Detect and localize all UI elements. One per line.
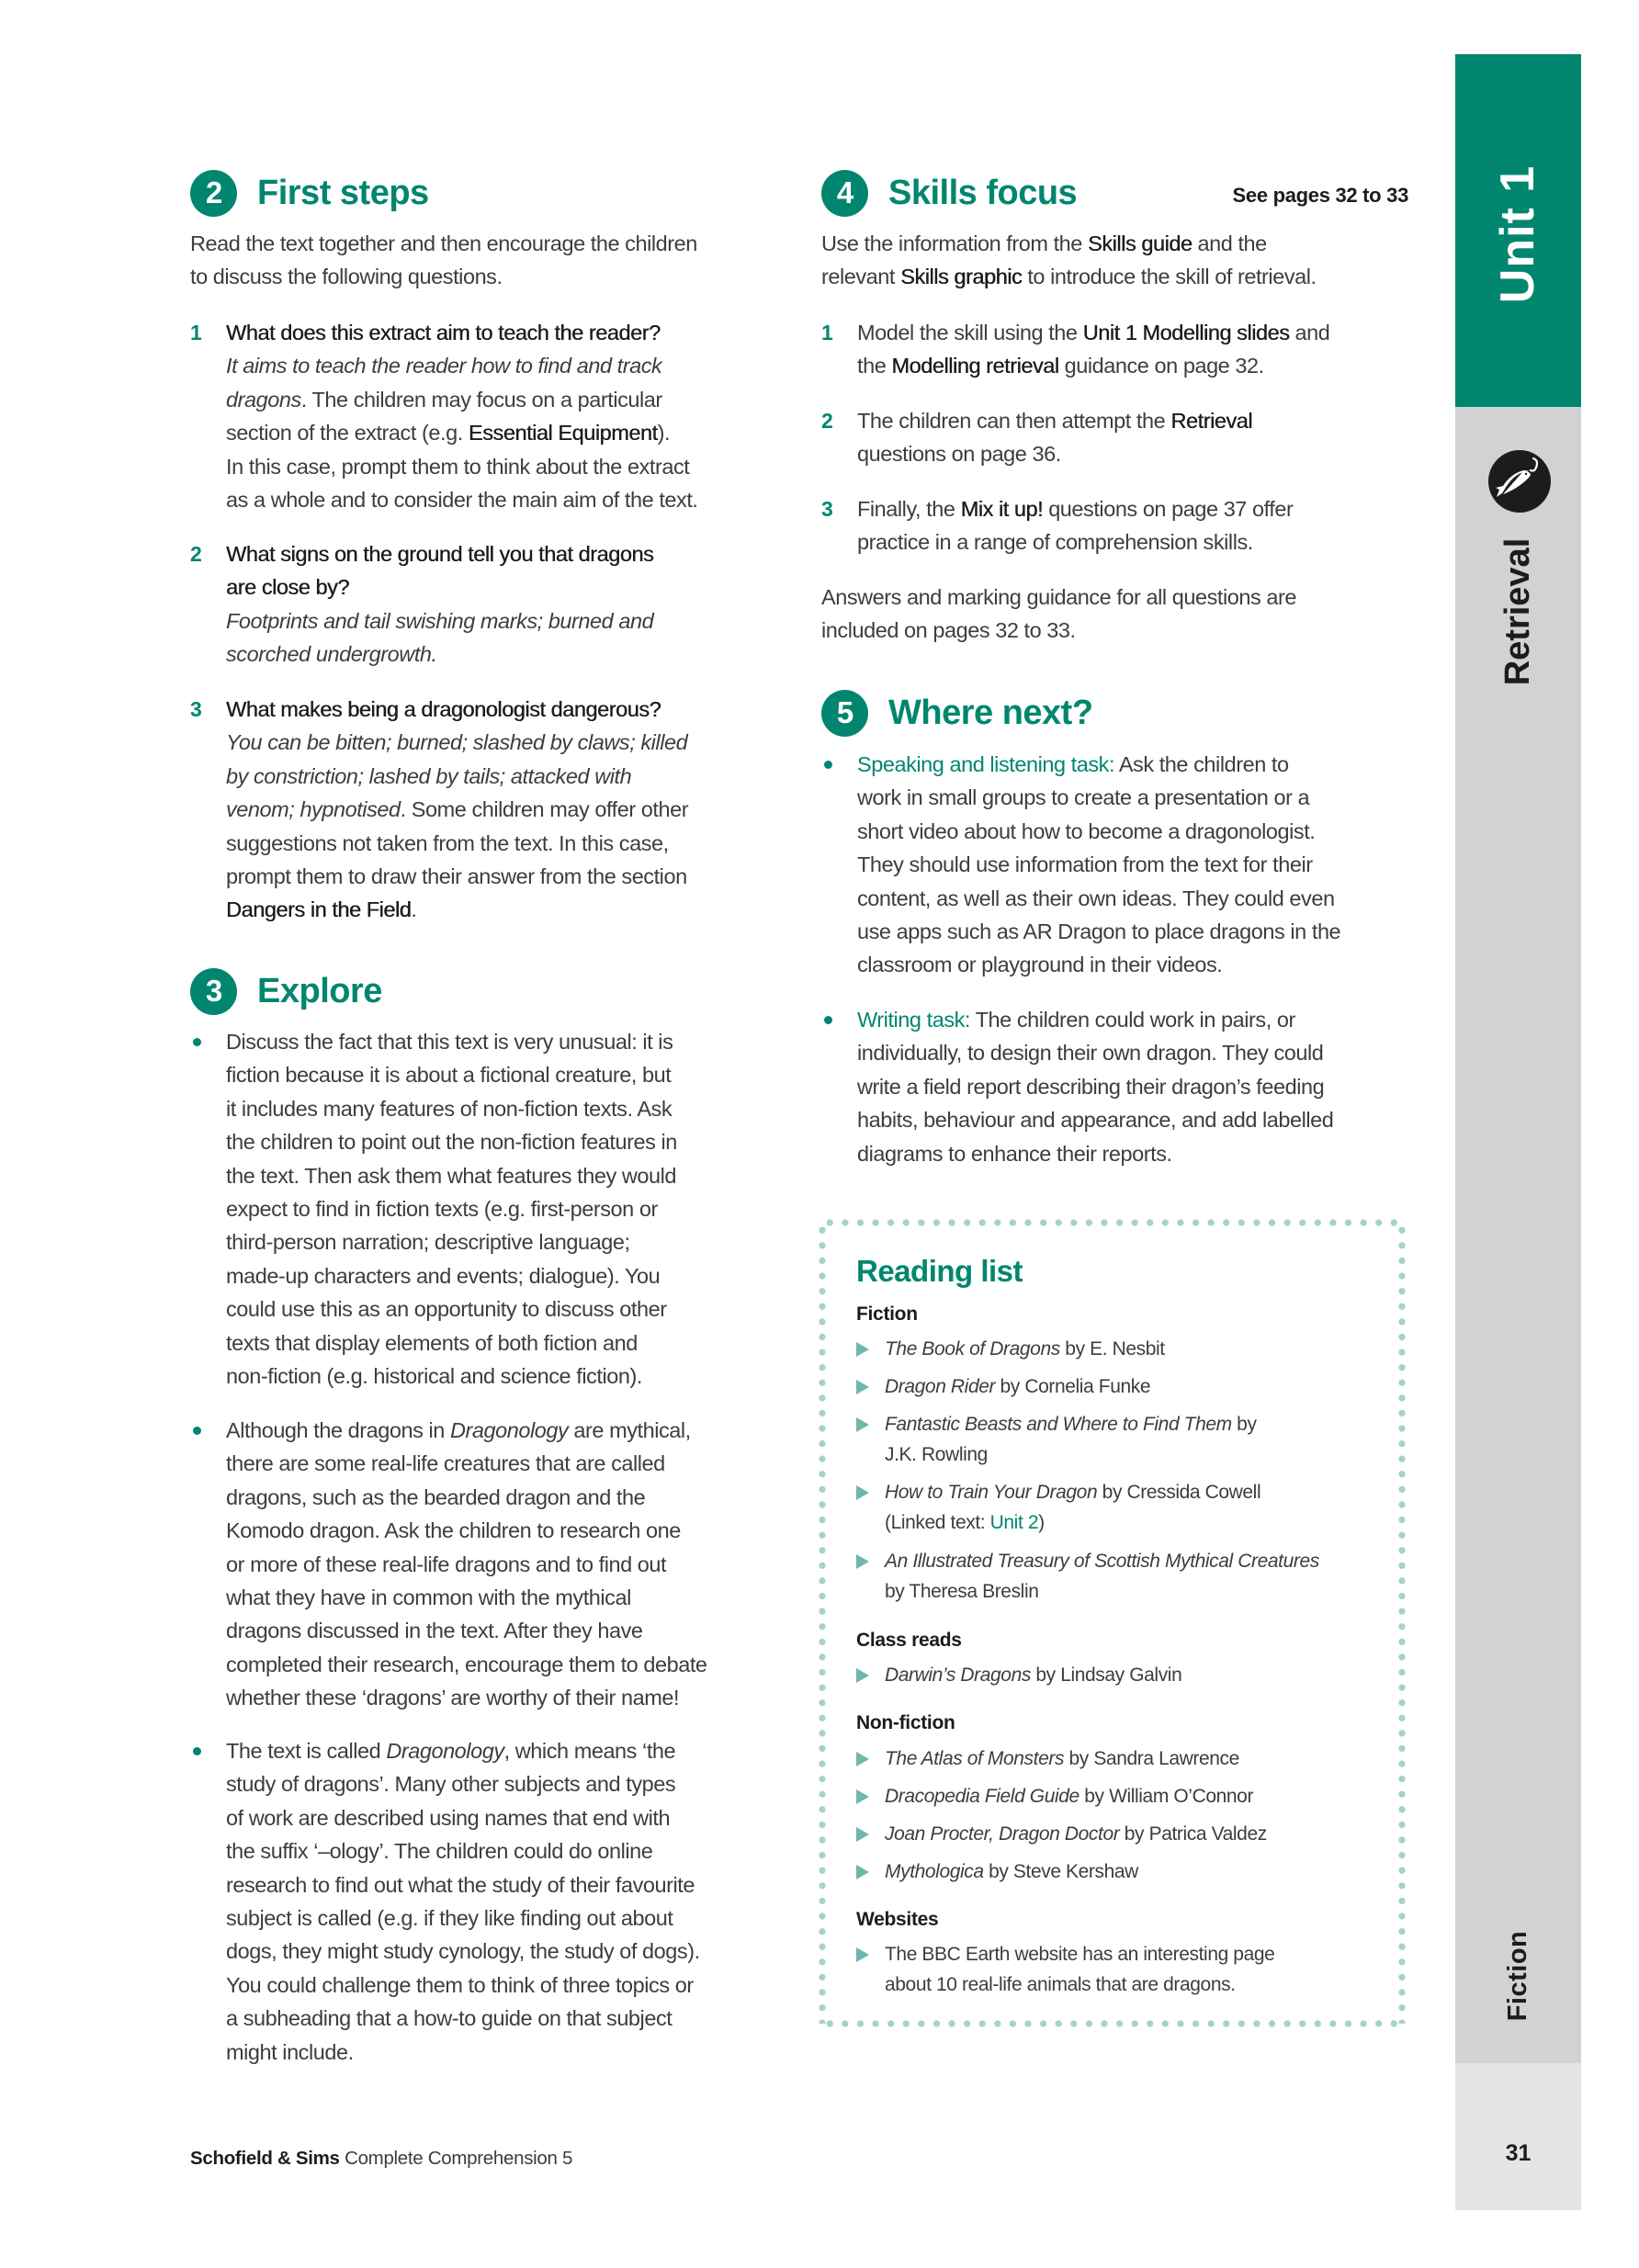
text-line: They should use information from the text for their <box>857 852 1313 877</box>
text-line: included on pages 32 to 33. <box>821 618 1076 643</box>
question-text: What signs on the ground tell you that dragons <box>226 542 654 566</box>
text-line: to introduce the skill of retrieval. <box>1022 265 1317 289</box>
section-skills-focus-heading <box>821 169 1077 217</box>
answer-text: as a whole and to consider the main aim of the text. <box>226 488 698 513</box>
page-footer <box>190 2148 572 2170</box>
answer-text: suggestions not taken from the text. In this case, <box>226 830 669 855</box>
book-author: by Sandra Lawrence <box>1064 1748 1239 1769</box>
book-author: by Steve Kershaw <box>983 1861 1138 1882</box>
text-line: Ask the children to <box>1114 752 1289 776</box>
section-reference: Essential Equipment <box>468 421 658 446</box>
text-line: research to find out what the study of their favourite <box>226 1872 695 1897</box>
resource-reference: Retrieval <box>1170 409 1253 433</box>
dotted-border-right <box>1398 1223 1406 2024</box>
text-line: there are some real-life creatures that are called <box>226 1451 665 1476</box>
text-line: non-fiction (e.g. historical and science fiction). <box>226 1364 642 1389</box>
bullet-body <box>226 1414 707 1715</box>
book-author: by Patrica Valdez <box>1119 1823 1267 1845</box>
text-line: write a field report describing their dragon’s feeding <box>857 1074 1325 1099</box>
book-author: J.K. Rowling <box>885 1443 988 1465</box>
bullet-icon <box>193 1427 201 1435</box>
text-line: Finally, the <box>857 497 961 521</box>
page-number: 31 <box>1505 2140 1532 2166</box>
text-line: and <box>1289 321 1330 344</box>
resource-reference: Mix it up! <box>960 497 1044 521</box>
bullet-icon <box>824 761 832 769</box>
text-line: of work are described using names that end with <box>226 1805 671 1830</box>
section-explore-heading <box>190 967 382 1015</box>
text-line: content, as well as their own ideas. They could even <box>857 886 1335 910</box>
text-line: completed their research, encourage them to debate <box>226 1652 707 1676</box>
triangle-bullet-icon <box>856 1865 869 1879</box>
section-title: Skills focus <box>888 173 1078 212</box>
answer-text: . Some children may offer other <box>400 797 689 822</box>
answer-text: . The children may focus on a particular <box>300 387 662 412</box>
dotted-border-left <box>819 1223 826 2024</box>
publisher-name: Schofield & Sims <box>190 2148 340 2169</box>
book-title: The Atlas of Monsters <box>885 1748 1065 1769</box>
triangle-bullet-icon <box>856 1380 869 1394</box>
section-number-badge: 2 <box>190 170 237 217</box>
section-number-badge: 5 <box>821 690 868 737</box>
text-line: or more of these real-life dragons and to find out <box>226 1551 667 1576</box>
question-text: What does this extract aim to teach the reader? <box>226 321 661 344</box>
question-number: 3 <box>190 697 202 721</box>
question-text: What makes being a dragonologist dangerous? <box>226 697 661 721</box>
step-number: 3 <box>821 497 833 521</box>
page-number-tab <box>1455 2063 1581 2210</box>
question-number: 1 <box>190 321 202 344</box>
text-line: (Linked text: <box>885 1511 990 1533</box>
book-title: Dragonology <box>449 1418 569 1442</box>
resource-reference: Skills graphic <box>900 265 1023 289</box>
step-body <box>857 492 1293 559</box>
book-title: Mythologica <box>885 1861 984 1882</box>
book-author: by <box>1231 1414 1257 1435</box>
text-line: subject is called (e.g. if they like finding out about <box>226 1906 673 1931</box>
text-line: and the <box>1192 231 1267 255</box>
triangle-bullet-icon <box>856 1947 869 1962</box>
answer-text: In this case, prompt them to think about the extract <box>226 454 690 479</box>
question-body <box>226 693 688 927</box>
text-line: practice in a range of comprehension skills. <box>857 530 1253 555</box>
task-label: Speaking and listening task: <box>857 752 1115 776</box>
text-line: Komodo dragon. Ask the children to research one <box>226 1518 681 1543</box>
text-line: whether these ‘dragons’ are worthy of their name! <box>226 1686 680 1710</box>
answers-note <box>821 581 1296 648</box>
answer-text: You can be bitten; burned; slashed by claws; killed <box>226 730 688 755</box>
first-steps-intro <box>190 227 697 294</box>
text-line: might include. <box>226 2039 354 2064</box>
section-number-badge: 4 <box>821 170 868 217</box>
book-title: Complete Comprehension 5 <box>345 2148 573 2169</box>
triangle-bullet-icon <box>856 1485 869 1500</box>
text-line: texts that display elements of both fiction and <box>226 1330 638 1355</box>
question-body <box>226 537 653 671</box>
text-line: the text. Then ask them what features they would <box>226 1163 677 1188</box>
step-body <box>857 404 1252 471</box>
text-line: relevant <box>821 265 901 289</box>
book-author: by Cornelia Funke <box>995 1376 1151 1397</box>
text-line: ) <box>1038 1511 1045 1533</box>
text-line: Model the skill using the <box>857 321 1083 344</box>
text-line: the suffix ‘–ology’. The children could do online <box>226 1839 653 1864</box>
book-author: by Lindsay Galvin <box>1030 1664 1182 1686</box>
section-title: Explore <box>257 971 382 1010</box>
book-title: An Illustrated Treasury of Scottish Mythical Creatures <box>885 1551 1319 1572</box>
answer-text: section of the extract (e.g. <box>226 421 469 446</box>
book-title: The Book of Dragons <box>885 1338 1060 1360</box>
section-title: Where next? <box>888 693 1093 732</box>
dotted-border-bottom <box>822 2020 1402 2027</box>
skills-focus-intro <box>821 227 1317 294</box>
book-title: Darwin’s Dragons <box>885 1664 1031 1686</box>
text-line: expect to find in fiction texts (e.g. first-person or <box>226 1197 658 1222</box>
text-line: the children to point out the non-fiction features in <box>226 1130 677 1155</box>
book-author: by William O’Connor <box>1079 1786 1254 1807</box>
step-body <box>857 316 1329 383</box>
triangle-bullet-icon <box>856 1417 869 1432</box>
category-heading: Non-fiction <box>856 1712 955 1733</box>
skill-label: Retrieval <box>1498 537 1537 686</box>
resource-reference: Modelling retrieval <box>891 354 1059 378</box>
text-line: questions on page 37 offer <box>1043 497 1294 521</box>
book-title: How to Train Your Dragon <box>885 1482 1098 1503</box>
section-reference: Dangers in the Field <box>226 897 412 922</box>
answer-text: . <box>411 897 417 922</box>
book-author: by Theresa Breslin <box>885 1580 1039 1602</box>
triangle-bullet-icon <box>856 1554 869 1569</box>
text-line: Read the text together and then encourage the children <box>190 231 697 255</box>
book-title: Joan Procter, Dragon Doctor <box>885 1823 1120 1845</box>
dotted-border-top <box>822 1219 1402 1226</box>
step-number: 1 <box>821 321 833 344</box>
text-line: third-person narration; descriptive language; <box>226 1230 630 1255</box>
section-first-steps-heading <box>190 169 429 217</box>
category-heading: Websites <box>856 1909 939 1930</box>
section-where-next-heading <box>821 689 1093 737</box>
triangle-bullet-icon <box>856 1342 869 1357</box>
text-line: individually, to design their own dragon. They could <box>857 1041 1324 1066</box>
book-title: Dracopedia Field Guide <box>885 1786 1079 1807</box>
text-line: The children can then attempt the <box>857 409 1171 433</box>
reading-list-title: Reading list <box>856 1254 1023 1288</box>
bullet-icon <box>193 1747 201 1755</box>
category-heading: Fiction <box>856 1303 918 1325</box>
text-line: work in small groups to create a presentation or a <box>857 785 1310 810</box>
text-line: could use this as an opportunity to discuss other <box>226 1297 667 1322</box>
text-line: , which means ‘the <box>503 1739 676 1763</box>
text-line: it includes many features of non-fiction texts. Ask <box>226 1096 673 1121</box>
text-line: dragons discussed in the text. After they have <box>226 1619 643 1643</box>
book-title: Dragonology <box>386 1739 504 1763</box>
section-title: First steps <box>257 173 429 212</box>
text-line: Although the dragons in <box>226 1418 450 1442</box>
book-author: by Cressida Cowell <box>1097 1482 1261 1503</box>
fish-on-hook-icon <box>1487 449 1552 513</box>
answer-text: scorched undergrowth. <box>226 642 437 667</box>
bullet-icon <box>193 1038 201 1046</box>
answer-text: prompt them to draw their answer from the section <box>226 864 687 889</box>
text-line: are mythical, <box>568 1418 691 1442</box>
category-heading: Class reads <box>856 1630 962 1651</box>
text-line: a subheading that a how-to guide on that subject <box>226 2006 673 2031</box>
answer-text: dragons <box>226 387 301 412</box>
bullet-body <box>226 1734 700 2069</box>
text-line: The children could work in pairs, or <box>970 1008 1295 1032</box>
answer-text: ). <box>657 421 671 446</box>
bullet-body <box>857 1003 1333 1170</box>
text-line: use apps such as AR Dragon to place dragons in the <box>857 920 1341 944</box>
text-line: to discuss the following questions. <box>190 265 503 289</box>
question-number: 2 <box>190 542 202 566</box>
text-line: guidance on page 32. <box>1058 354 1264 378</box>
task-label: Writing task: <box>857 1008 970 1032</box>
text-line: classroom or playground in their videos. <box>857 953 1223 977</box>
text-line: questions on page 36. <box>857 442 1061 467</box>
unit-label: Unit 1 <box>1491 164 1544 304</box>
answer-text: by constriction; lashed by tails; attacked with <box>226 763 632 788</box>
text-line: the <box>857 354 892 378</box>
book-title: Fantastic Beasts and Where to Find Them <box>885 1414 1232 1435</box>
see-pages-reference: See pages 32 to 33 <box>1232 184 1408 207</box>
text-line: fiction because it is about a fictional creature, but <box>226 1063 672 1088</box>
text-line: short video about how to become a dragonologist. <box>857 818 1316 843</box>
section-number-badge: 3 <box>190 968 237 1015</box>
text-line: about 10 real-life animals that are dragons. <box>885 1973 1236 1995</box>
text-line: made-up characters and events; dialogue). You <box>226 1263 661 1288</box>
text-line: The text is called <box>226 1739 387 1763</box>
answer-text: Footprints and tail swishing marks; burned and <box>226 608 654 633</box>
triangle-bullet-icon <box>856 1827 869 1842</box>
genre-label: Fiction <box>1503 1930 1532 2022</box>
text-line: Answers and marking guidance for all questions are <box>821 585 1296 609</box>
text-line: The BBC Earth website has an interesting page <box>885 1944 1275 1965</box>
reading-list-box <box>822 1223 1402 2024</box>
text-line: what they have in common with the mythical <box>226 1585 631 1610</box>
answer-text: venom; hypnotised <box>226 797 401 822</box>
bullet-icon <box>824 1016 832 1024</box>
step-number: 2 <box>821 409 833 433</box>
text-line: Use the information from the <box>821 231 1088 255</box>
triangle-bullet-icon <box>856 1752 869 1766</box>
text-line: You could challenge them to think of three topics or <box>226 1972 694 1997</box>
triangle-bullet-icon <box>856 1789 869 1804</box>
answer-text: It aims to teach the reader how to find and track <box>226 354 662 378</box>
resource-reference: Unit 1 Modelling slides <box>1082 321 1290 344</box>
text-line: study of dragons’. Many other subjects and types <box>226 1772 676 1797</box>
bullet-body <box>226 1025 677 1393</box>
text-line: diagrams to enhance their reports. <box>857 1141 1172 1166</box>
text-line: dogs, they might study cynology, the study of dogs). <box>226 1939 700 1964</box>
text-line: dragons, such as the bearded dragon and the <box>226 1484 646 1509</box>
resource-reference: Skills guide <box>1087 231 1193 255</box>
text-line: Discuss the fact that this text is very unusual: it is <box>226 1030 673 1054</box>
question-text: are close by? <box>226 575 349 600</box>
question-body <box>226 316 698 516</box>
book-author: by E. Nesbit <box>1059 1338 1165 1360</box>
bullet-body <box>857 748 1340 982</box>
book-title: Dragon Rider <box>885 1376 996 1397</box>
linked-unit-link[interactable]: Unit 2 <box>989 1511 1039 1533</box>
text-line: habits, behaviour and appearance, and add labelled <box>857 1108 1334 1133</box>
triangle-bullet-icon <box>856 1668 869 1683</box>
